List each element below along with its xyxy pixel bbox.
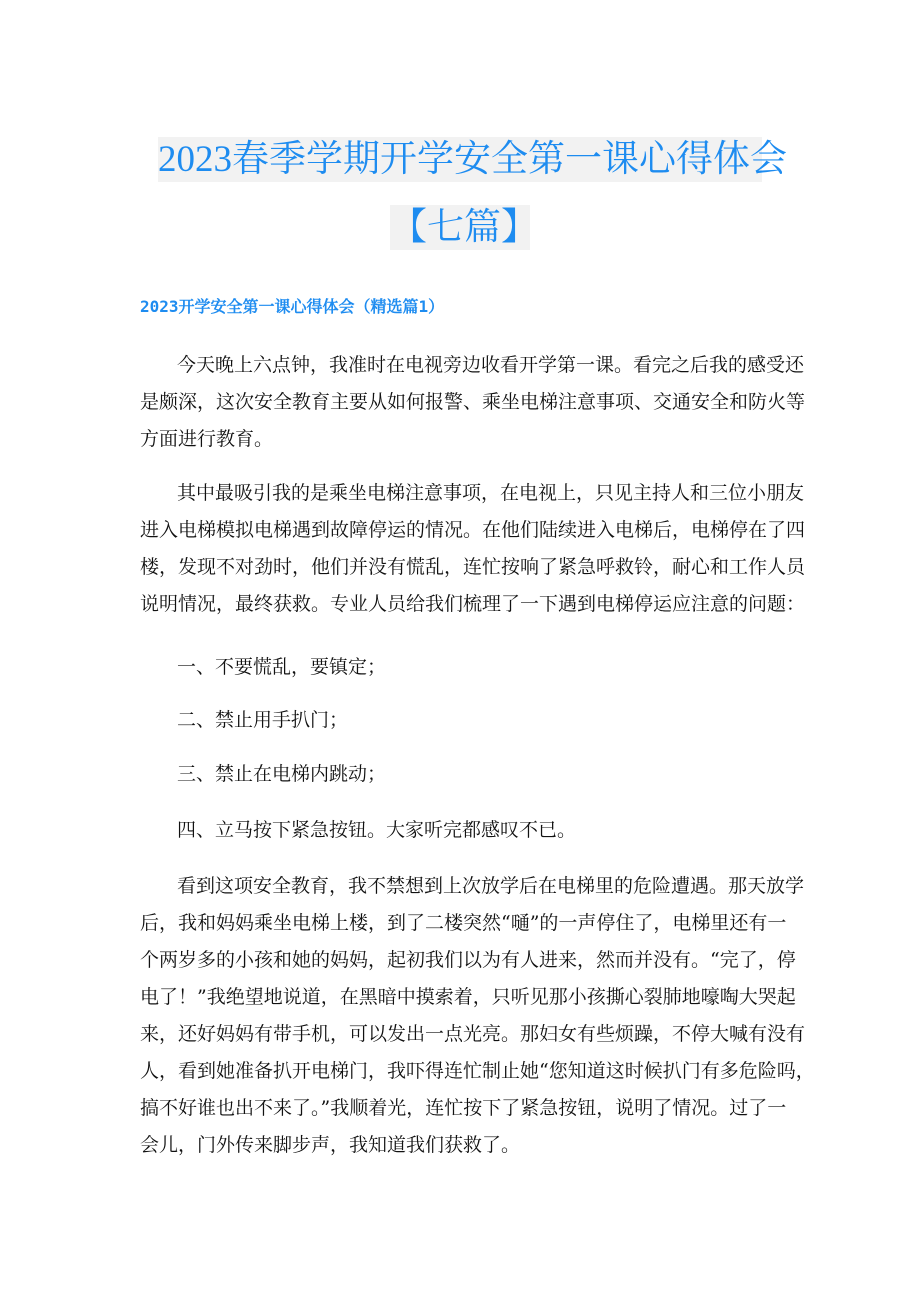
text-line: 说明情况，最终获救。专业人员给我们梳理了一下遇到电梯停运应注意的问题： [140,593,806,615]
text-line: 电了！”我绝望地说道，在黑暗中摸索着，只听见那小孩撕心裂肺地嚎啕大哭起 [140,986,796,1008]
text-line: 会儿，门外传来脚步声，我知道我们获救了。 [140,1134,521,1156]
text-line: 人，看到她准备扒开电梯门，我吓得连忙制止她“您知道这时候扒门有多危险吗， [140,1060,815,1082]
text-line: 来，还好妈妈有带手机，可以发出一点光亮。那妇女有些烦躁，不停大喊有没有 [140,1023,806,1045]
list-item: 一、不要慌乱，要镇定； [177,656,387,678]
text-line: 今天晚上六点钟，我准时在电视旁边收看开学第一课。看完之后我的感受还 [177,354,805,376]
document-subtitle: 【七篇】 [390,207,538,248]
text-line: 后，我和妈妈乘坐电梯上楼，到了二楼突然“嗵”的一声停住了，电梯里还有一 [140,912,787,934]
paragraph-2 [140,481,806,629]
document-title: 2023春季学期开学安全第一课心得体会 [158,139,787,180]
list-item: 二、禁止用手扒门； [177,709,349,731]
text-line: 搞不好谁也出不来了。”我顺着光，连忙按下了紧急按钮，说明了情况。过了一 [140,1097,787,1119]
text-line: 是颇深，这次安全教育主要从如何报警、乘坐电梯注意事项、交通安全和防火等 [140,391,806,413]
text-line: 看到这项安全教育，我不禁想到上次放学后在电梯里的危险遭遇。那天放学 [177,875,805,897]
text-line: 进入电梯模拟电梯遇到故障停运的情况。在他们陆续进入电梯后，电梯停在了四 [140,519,806,541]
text-line: 个两岁多的小孩和她的妈妈，起初我们以为有人进来，然而并没有。“完了，停 [140,949,796,971]
paragraph-1 [140,353,806,464]
list-item: 三、禁止在电梯内跳动； [177,763,387,785]
text-line: 方面进行教育。 [140,428,274,450]
paragraph-3 [140,874,815,1170]
section-heading: 2023开学安全第一课心得体会（精选篇1） [140,297,445,316]
list-item: 四、立马按下紧急按钮。大家听完都感叹不已。 [177,819,577,841]
text-line: 其中最吸引我的是乘坐电梯注意事项，在电视上，只见主持人和三位小朋友 [177,482,805,504]
text-line: 楼，发现不对劲时，他们并没有慌乱，连忙按响了紧急呼救铃，耐心和工作人员 [140,556,806,578]
